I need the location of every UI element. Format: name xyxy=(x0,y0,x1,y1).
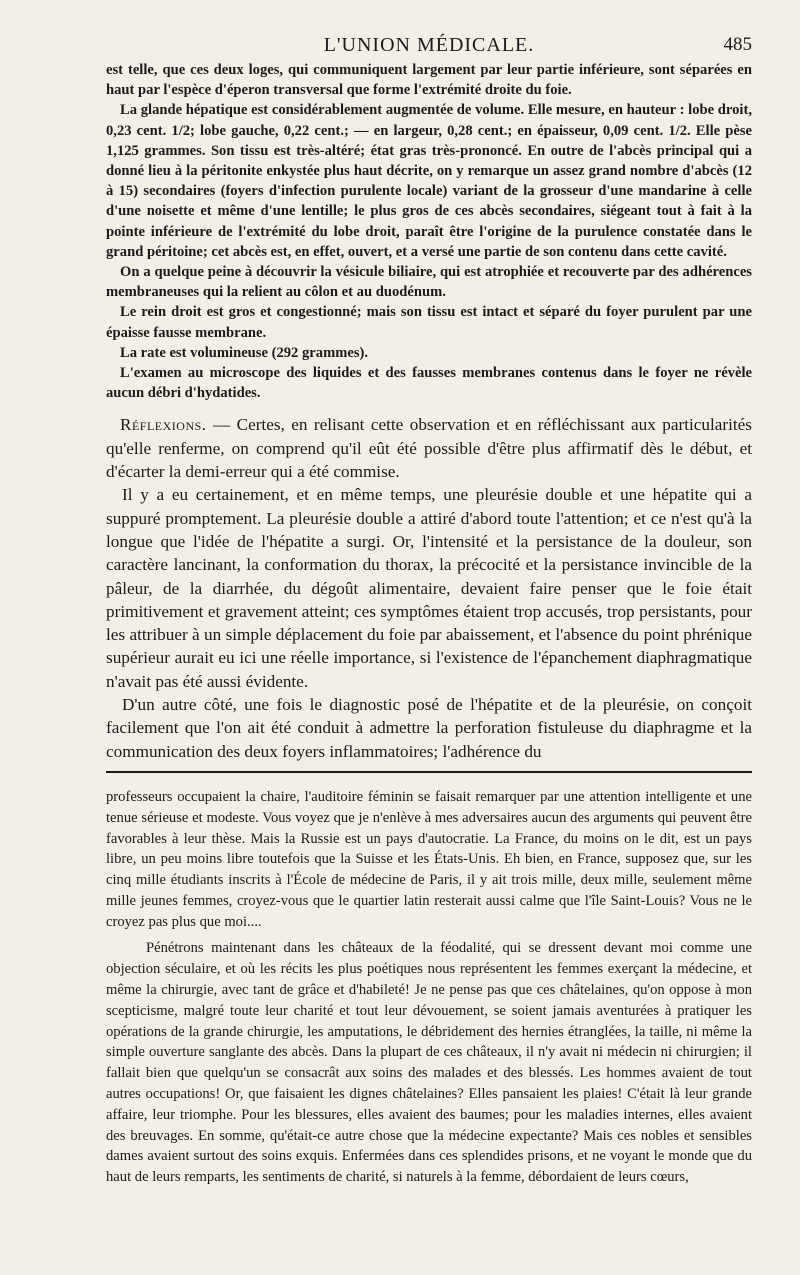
feuilleton-paragraph: professeurs occupaient la chaire, l'auditoire féminin se faisait remarquer par une attention intelligente et une tenue sérieuse et modeste. Vous voyez que je n'enlève à mes adversaires aucun des arguments qui peuvent être favorables à leur thèse. Mais la Russie est un pays d'autocratie. La France, du moins on le dit, est un pays libre, un peu moins libre toutefois que la Suisse et les États-Unis. Eh bien, en France, supposez que, sur les cinq mille étudiants inscrits à l'École de médecine de Paris, il y ait trois mille, deux mille, seulement même mille jeunes femmes, croyez-vous que le quartier latin resterait aussi calme que l'île Saint-Louis? Vous ne le croyez pas plus que moi.... xyxy=(106,788,752,930)
observation-paragraph: La rate est volumineuse (292 grammes). xyxy=(120,344,369,361)
observation-paragraph: L'examen au microscope des liquides et des fausses membranes contenus dans le foyer ne révèle aucun débri d'hydatides. xyxy=(106,365,752,402)
observation-paragraph: On a quelque peine à découvrir la vésicule biliaire, qui est atrophiée et recouverte par des adhérences membraneuses qui la relient au côlon et au duodénum. xyxy=(106,264,752,301)
reflexions-first-text: — Certes, en relisant cette observation et en réfléchissant aux particularités qu'elle renferme, on comprend qu'il eût été possible d'être plus affirmatif dès le début, et d'écarter la demi-erreur qui a été commise. xyxy=(106,415,752,482)
feuilleton-divider xyxy=(106,771,752,773)
running-title: L'UNION MÉDICALE. xyxy=(323,34,535,56)
observation-paragraph: est telle, que ces deux loges, qui communiquent largement par leur partie inférieure, sont séparées en haut par l'espèce d'éperon transversal que forme l'extrémité droite du foie. xyxy=(106,62,752,99)
article-section xyxy=(106,60,752,763)
observation-paragraph: Le rein droit est gros et congestionné; mais son tissu est intact et séparé du foyer purulent par une épaisse fausse membrane. xyxy=(106,304,752,341)
reflexions-paragraph xyxy=(106,413,752,483)
observation-paragraph: La glande hépatique est considérablement augmentée de volume. Elle mesure, en hauteur : lobe droit, 0,23 cent. 1/2; lobe gauche, 0,22 cent.; — en largeur, 0,28 cent.; en épaisseur, 0,09 cent. 1/2. Elle pèse 1,125 grammes. Son tissu est très-altéré; état gras très-prononcé. En outre de l'abcès principal qui a donné lieu à la péritonite enkystée plus haut décrite, on y remarque un assez grand nombre d'abcès (12 à 15) secondaires (foyers d'infection purulente locale) variant de la grosseur d'une mandarine à celle d'une noisette et même d'une lentille; le plus gros de ces abcès secondaires, siégeant tout à fait à la pointe inférieure de l'extrémité du lobe droit, paraît être l'origine de la purulence constatée dans le grand péritoine; cet abcès est, en effet, ouvert, et a versé une partie de son contenu dans cette cavité. xyxy=(106,102,752,260)
feuilleton-section xyxy=(106,787,752,1188)
feuilleton-paragraph: Pénétrons maintenant dans les châteaux de la féodalité, qui se dressent devant moi comme une objection séculaire, et où les récits les plus poétiques nous représentent les femmes exerçant la médecine, et même la chirurgie, avec tant de grâce et d'habileté! Je ne pense pas que ces châtelaines, qu'on oppose à mon scepticisme, malgré toute leur charité et tout leur dévouement, se soient jamais aventurées à pratiquer les opérations de la grande chirurgie, les amputations, le débridement des hernies étranglées, la taille, ni même la simple ouverture sanglante des abcès. Dans la plupart de ces châteaux, il n'y avait ni médecin ni chirurgien; il fallait bien que quelqu'un se consacrât aux soins des malades et des blessés. Les hommes avaient de tout autres occupations! Or, que faisaient les dignes châtelaines? Elles pansaient les plaies! C'était là leur grande affaire, leur triomphe. Pour les blessures, elles avaient des baumes; pour les maladies internes, elles avaient des breuvages. En somme, qu'était-ce autre chose que la médecine expectante? Mais ces nobles et sensibles dames avaient surtout des soins exquis. Enfermées dans ces splendides prisons, et ne voyant le monde que du haut de leurs remparts, les sentiments de charité, si naturels à la femme, débordaient de leurs cœurs, xyxy=(106,940,752,1186)
observation-text xyxy=(106,60,752,403)
reflexions-paragraph: D'un autre côté, une fois le diagnostic posé de l'hépatite et de la pleurésie, on conçoit facilement que l'on ait été conduit à admettre la perforation fistuleuse du diaphragme et la communication des deux foyers inflammatoires; l'adhérence du xyxy=(106,695,752,761)
reflexions-label: Réflexions. xyxy=(120,415,207,435)
page-number: 485 xyxy=(723,34,752,55)
reflexions-paragraph: Il y a eu certainement, et en même temps, une pleurésie double et une hépatite qui a suppuré promptement. La pleurésie double a attiré d'abord toute l'attention; et ce n'est qu'à la longue que l'idée de l'hépatite a surgi. Or, l'intensité et la persistance de la douleur, son caractère lancinant, la conformation du thorax, la précocité et la persistance invincible de la pâleur, de la diarrhée, du dégoût alimentaire, devaient faire penser que le foie était primitivement et gravement atteint; ces symptômes étaient trop accusés, trop persistants, pour les attribuer à un simple déplacement du foie par abaissement, et l'absence du point phrénique supérieur aurait eu ici une réelle importance, si l'existence de l'épanchement diaphragmatique n'avait pas été aussi évidente. xyxy=(106,485,752,691)
reflexions-section xyxy=(106,413,752,762)
page-header xyxy=(106,28,752,60)
